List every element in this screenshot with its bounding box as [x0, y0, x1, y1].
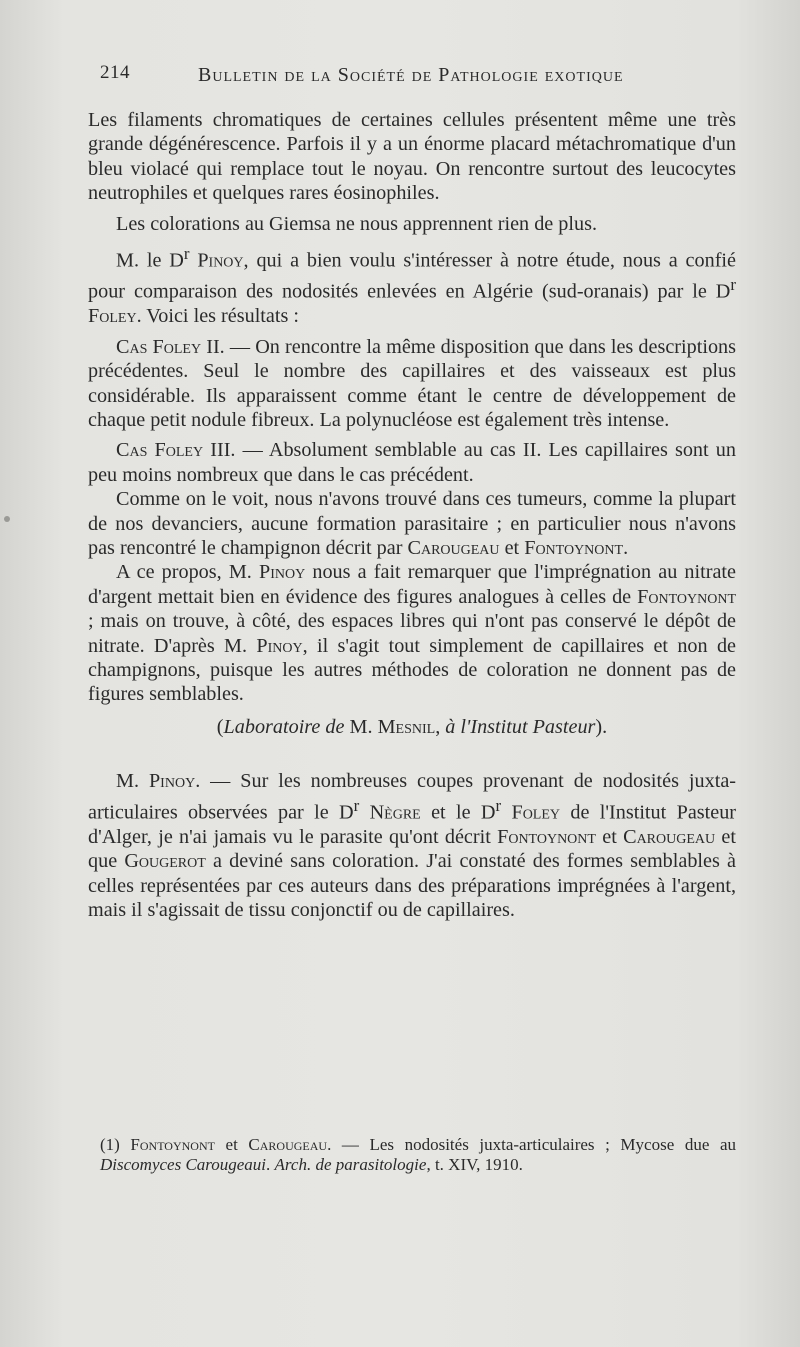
laboratory-attribution: (Laboratoire de M. Mesnil, à l'Institut Pasteur).: [216, 715, 608, 738]
paragraph-pinoy-intro: M. le $D^r$ Pinoy, qui a bien voulu s'intéresser à notre étude, nous a confié pour comparaison des nodosités enlevées en Algérie (sud-oranais) par le $D^r$ Foley. Voici les résultats :: [88, 244, 736, 328]
paragraph-giemsa: Les colorations au Giemsa ne nous apprennent rien de plus.: [116, 212, 598, 235]
body-text: [88, 108, 736, 922]
page-number: 214: [100, 62, 130, 83]
paragraph-cas-foley-2: Cas Foley II. — On rencontre la même disposition que dans les descriptions précédentes. Seul le nombre des capillaires et des vaisseaux est plus considérable. Ils apparaissent comme étant le centre de développement de chaque petit nodule fibreux. La polynucléose est également très intense.: [88, 335, 736, 431]
footnote: (1) Fontoynont et Carougeau. — Les nodosités juxta-articulaires ; Mycose due au Discomyces Carougeaui. Arch. de parasitologie, t. XIV, 1910.: [100, 1135, 736, 1174]
page-header: [100, 62, 740, 92]
paragraph-cas-foley-3: Cas Foley III. — Absolument semblable au cas II. Les capillaires sont un peu moins nombreux que dans le cas précédent.: [88, 439, 736, 486]
page-blemish: [4, 516, 10, 522]
paragraph-impregnation: A ce propos, M. Pinoy nous a fait remarquer que l'imprégnation au nitrate d'argent mettait bien en évidence des figures analogues à celles de Fontoynont ; mais on trouve, à côté, des espaces libres qui n'ont pas conservé le dépôt de nitrate. D'après M. Pinoy, il s'agit tout simplement de capillaires et non de champignons, puisque les autres méthodes de coloration ne donnent pas de figures semblables.: [88, 561, 736, 706]
paragraph-pinoy-remarks: M. Pinoy. — Sur les nombreuses coupes provenant de nodosités juxta-articulaires observées par le $D^r$ Nègre et le $D^r$ Foley de l'Institut Pasteur d'Alger, je n'ai jamais vu le parasite qu'ont décrit Fontoynont et Carougeau et que Gougerot a deviné sans coloration. J'ai constaté des formes semblables à celles représentées par ces auteurs dans des préparations imprégnées à l'argent, mais il s'agissait de tissu conjonctif ou de capillaires.: [88, 770, 737, 921]
paragraph-conclusion: Comme on le voit, nous n'avons trouvé dans ces tumeurs, comme la plupart de nos devanciers, aucune formation parasitaire ; en particulier nous n'avons pas rencontré le champignon décrit par Carougeau et Fontoynont.: [88, 488, 736, 559]
case-label: Cas Foley II.: [116, 335, 225, 358]
running-title: Bulletin de la Société de Pathologie exotique: [198, 64, 624, 86]
case-label: Cas Foley III.: [116, 439, 236, 462]
paragraph-dégénérescence: Les filaments chromatiques de certaines cellules présentent même une très grande dégénérescence. Parfois il y a un énorme placard métachromatique d'un bleu violacé qui remplace tout le noyau. On rencontre surtout des leucocytes neutrophiles et quelques rares éosinophiles.: [88, 109, 736, 205]
